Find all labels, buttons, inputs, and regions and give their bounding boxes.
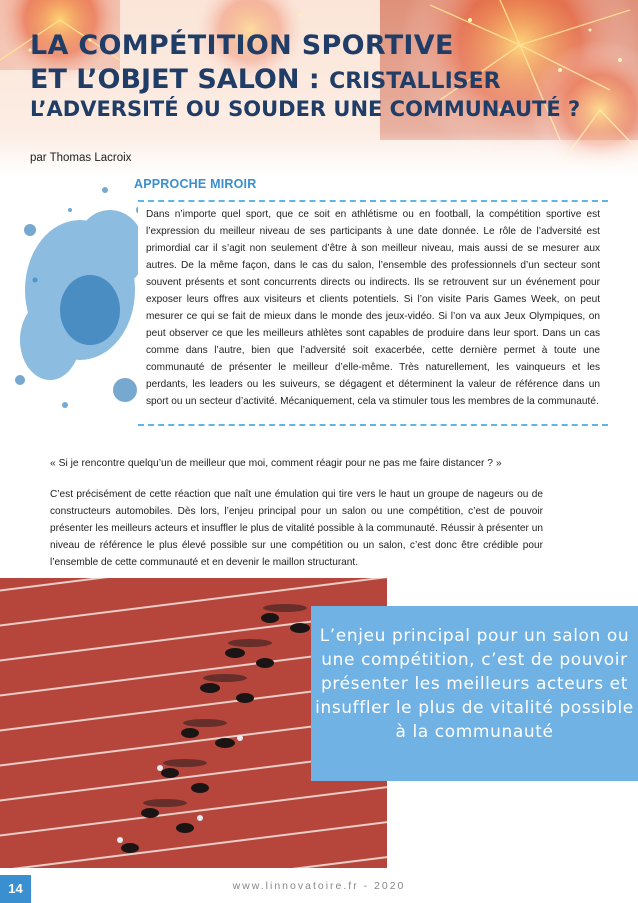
footer-url: www.linnovatoire.fr - 2020 (232, 880, 406, 892)
article-title (30, 32, 630, 120)
box-text: Dans n’importe quel sport, que ce soit en athlétisme ou en football, la compétition sportive est l’expression du meilleur niveau de ses participants à une date donnée. Le rôle de l’adversité est primordial car il s’agit non seulement d’être à son meilleur niveau, mais aussi de se mesurer aux autres. De la même façon, dans le cas du salon, l’ensemble des professionnels d’un secteur sont souvent présents et sont concurrents directs ou indirects. Ils se retrouvent sur un événement pour exposer leurs offres aux visiteurs et clients potentiels. Si l’on visite Paris Games Week, on peut mesurer ce qui se fait de mieux dans le monde des jeux-vidéo. Si l’on va aux Jeux Olympiques, on peut observer ce que les meilleurs athlètes sont capables de produire dans leur sport. Dans un cas comme dans l’autre, bien que l’adversité soit exacerbée, cette dernière permet à toute une communauté de présenter le meilleur d’elle-même. Très naturellement, les vainqueurs et les perdants, les leaders ou les suiveurs, se dégagent et déterminent la valeur de référence dans un sport ou un secteur d’activité. Mécaniquement, cela va stimuler tous les membres de la communauté. (146, 209, 600, 407)
callout-text: L’enjeu principal pour un salon ou une compétition, c’est de pouvoir présenter les meilleurs acteurs et insuffler le plus de vitalité possible à la communauté (315, 626, 634, 742)
title-line-2-part-a: ET L’OBJET SALON : (30, 64, 320, 95)
page-number: 14 (0, 875, 31, 903)
pull-quote-callout (311, 606, 638, 781)
quote-text: « Si je rencontre quelqu’un de meilleur que moi, comment réagir pour ne pas me faire distancer ? » (50, 458, 502, 469)
title-line-3: L’ADVERSITÉ OU SOUDER UNE COMMUNAUTÉ ? (30, 97, 581, 121)
author-byline: par Thomas Lacroix (30, 152, 132, 164)
title-line-1: LA COMPÉTITION SPORTIVE (30, 30, 454, 61)
body-paragraph: C’est précisément de cette réaction que naît une émulation qui tire vers le haut un groupe de nageurs ou de constructeurs automobiles. Dès lors, l’enjeu principal pour un salon ou une compétition, c’est de pouvoir présenter les meilleurs acteurs et insuffler le plus de vitalité possible à la communauté. Réussir à présenter un niveau de référence le plus élevé possible sur une compétition ou un salon, c’est donc être crédible pour l’ensemble de cette communauté et en devenir le maillon structurant. (50, 489, 543, 568)
title-line-2-part-b: CRISTALLISER (329, 69, 501, 94)
box-heading: APPROCHE MIROIR (134, 177, 257, 191)
approche-miroir-box (138, 200, 608, 426)
title-line-2 (30, 66, 630, 93)
